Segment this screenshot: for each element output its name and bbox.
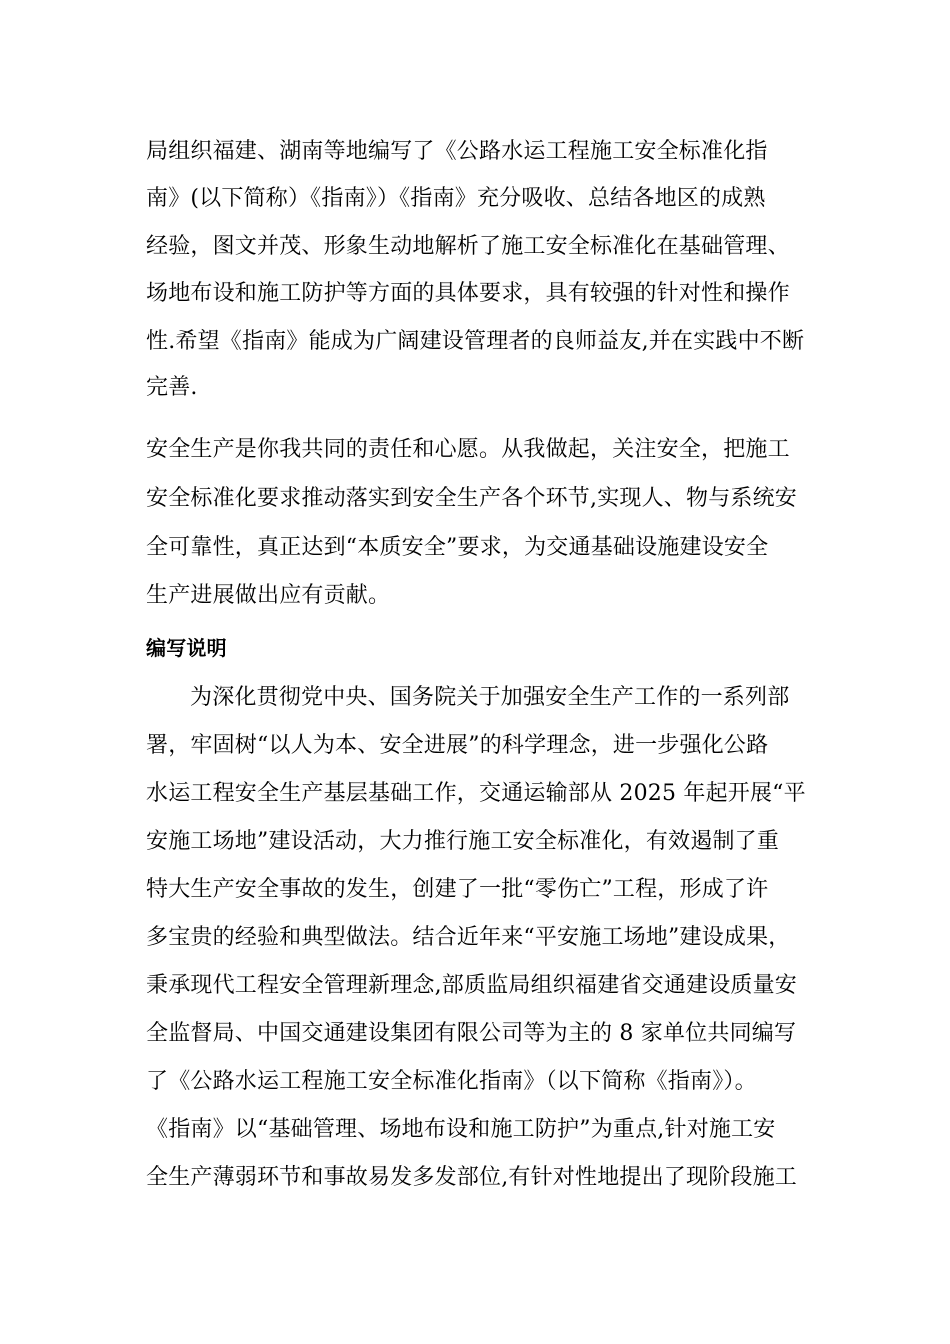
section-heading: 编写说明 [146, 636, 227, 660]
section-line-3: 水运工程安全生产基层基础工作，交通运输部从 2025 年起开展“平 [146, 781, 806, 806]
section-line-9: 了《公路水运工程施工安全标准化指南》（以下简称《指南》）。 [146, 1069, 757, 1094]
intro-line-6: 完善. [146, 375, 198, 400]
section-line-11: 全生产薄弱环节和事故易发多发部位,有针对性地提出了现阶段施工 [146, 1165, 797, 1190]
intro-line-3: 经验，图文并茂、形象生动地解析了施工安全标准化在基础管理、 [146, 234, 790, 259]
second-line-3: 全可靠性，真正达到“本质安全”要求，为交通基础设施建设安全 [146, 535, 769, 560]
intro-line-2: 南》(以下简称）《指南》）《指南》充分吸收、总结各地区的成熟 [146, 186, 766, 211]
section-line-2: 署，牢固树“以人为本、安全进展”的科学理念，进一步强化公路 [146, 733, 769, 758]
section-line-10: 《指南》以“基础管理、场地布设和施工防护”为重点,针对施工安 [146, 1117, 776, 1142]
section-line-4: 安施工场地”建设活动，大力推行施工安全标准化，有效遏制了重 [146, 829, 780, 854]
intro-line-4: 场地布设和施工防护等方面的具体要求，具有较强的针对性和操作 [146, 281, 790, 306]
intro-line-5: 性.希望《指南》能成为广阔建设管理者的良师益友,并在实践中不断 [146, 329, 805, 354]
section-line-6: 多宝贵的经验和典型做法。结合近年来“平安施工场地”建设成果， [146, 925, 791, 950]
section-line-8: 全监督局、中国交通建设集团有限公司等为主的 8 家单位共同编写 [146, 1021, 797, 1046]
section-line-7: 秉承现代工程安全管理新理念,部质监局组织福建省交通建设质量安 [146, 973, 797, 998]
intro-line-1: 局组织福建、湖南等地编写了《公路水运工程施工安全标准化指 [146, 139, 768, 164]
second-line-2: 安全标准化要求推动落实到安全生产各个环节,实现人、物与系统安 [146, 486, 797, 511]
section-line-1: 为深化贯彻党中央、国务院关于加强安全生产工作的一系列部 [190, 685, 790, 710]
second-line-4: 生产进展做出应有贡献。 [146, 583, 391, 608]
second-line-1: 安全生产是你我共同的责任和心愿。从我做起，关注安全，把施工 [146, 437, 790, 462]
section-line-5: 特大生产安全事故的发生，创建了一批“零伤亡”工程，形成了许 [146, 877, 769, 902]
